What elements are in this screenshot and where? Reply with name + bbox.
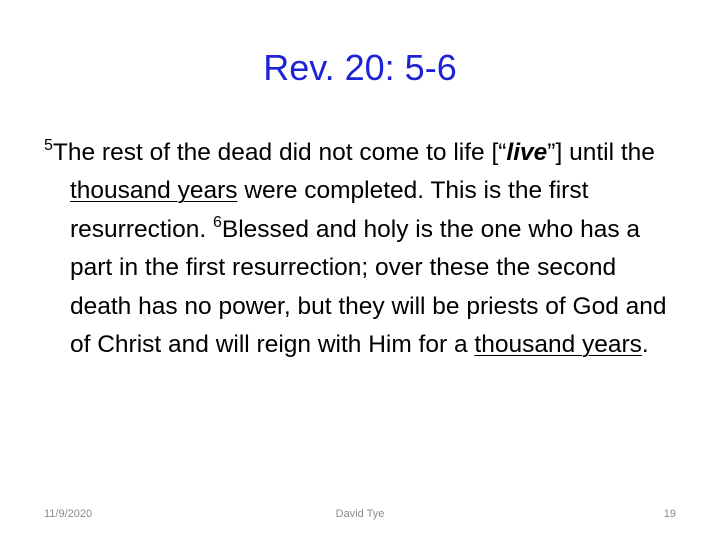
verse-5-underlined-phrase: thousand years	[70, 177, 238, 205]
verse-6-text-part1: Blessed and holy is the one who has a part in the first resurrection; over these the second death has no power, but they will be priests of God and of Christ and will reign with Him for a	[70, 215, 667, 359]
verse-5-text-part1: The rest of the dead did not come to life [“	[52, 139, 507, 166]
verse-6-underlined-phrase: thousand years	[474, 331, 642, 359]
scripture-passage	[44, 134, 684, 364]
slide-title: Rev. 20: 5-6	[263, 47, 457, 88]
verse-6-text-end: .	[641, 331, 649, 359]
footer-page-number: 19	[663, 508, 676, 520]
verse-5-text-part2: ”] until the	[547, 139, 655, 166]
footer-author: David Tye	[335, 508, 385, 520]
verse-5-emphasis: live	[506, 139, 548, 166]
verse-number-5: 5	[44, 137, 53, 154]
verse-number-6: 6	[212, 213, 222, 231]
footer-date: 11/9/2020	[44, 508, 93, 520]
verse-5-text-part3: were completed. This is the first resurrection.	[70, 177, 589, 243]
passage-paragraph	[44, 134, 684, 364]
